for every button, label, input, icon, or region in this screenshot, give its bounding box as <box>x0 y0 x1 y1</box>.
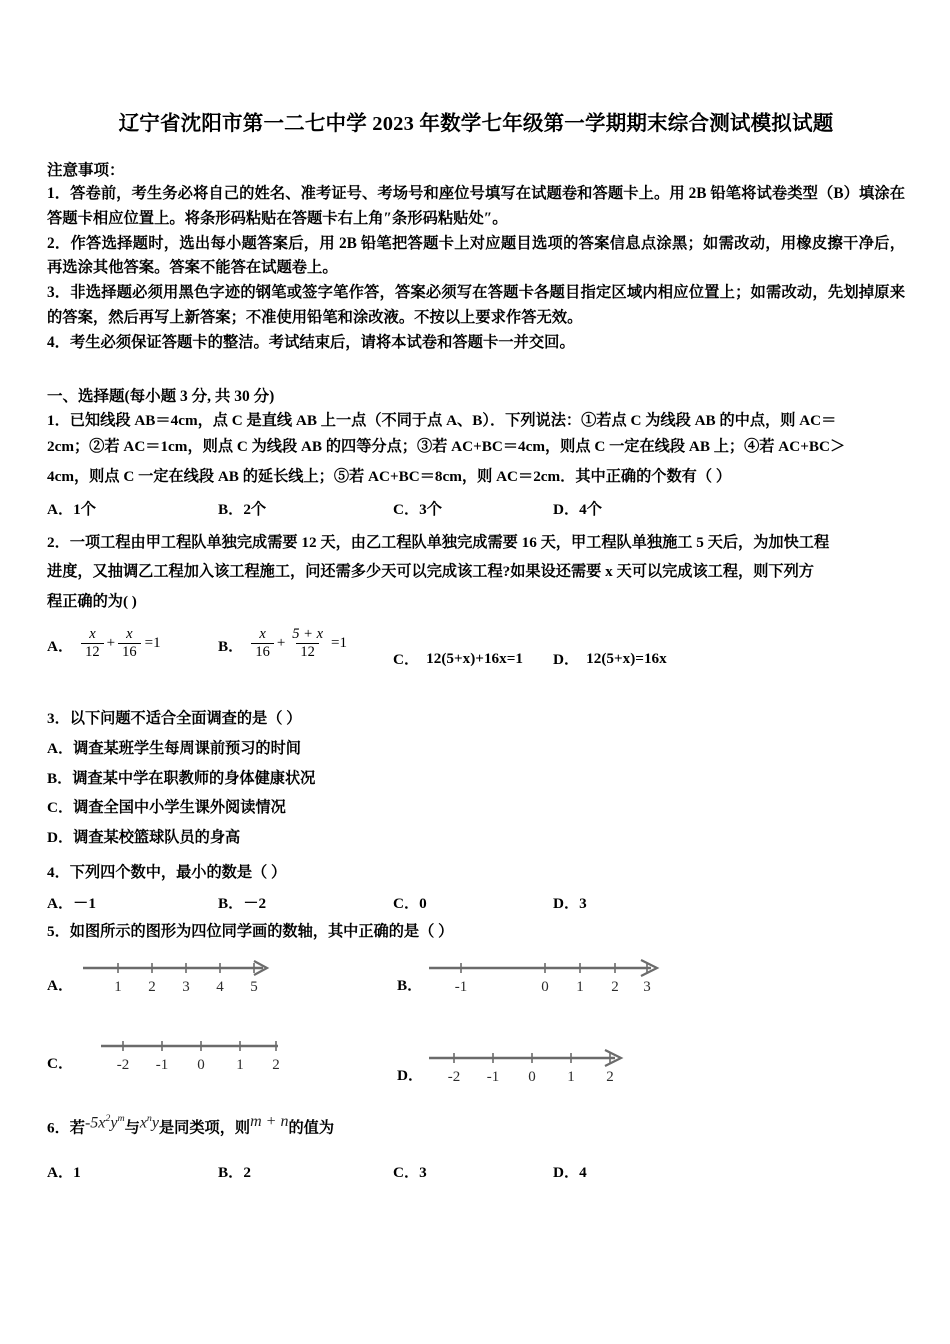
equals-expression: =1 <box>144 634 161 651</box>
question-3-number: 3． <box>47 710 70 728</box>
question-6-tail-text: 的值为 <box>288 1119 335 1137</box>
tick-label: 2 <box>606 1068 614 1085</box>
tick-label: 0 <box>197 1056 205 1073</box>
tick-label: 2 <box>272 1056 280 1073</box>
question-2-text-line1: 一项工程由甲工程队单独完成需要 12 天，由乙工程队单独完成需要 16 天，甲工程队单独施工 5 天后，为加快工程 <box>69 533 830 551</box>
question-2-stem <box>47 528 905 558</box>
question-1-option-c[interactable] <box>393 498 442 519</box>
tick-label: 1 <box>236 1056 244 1073</box>
option-label: D． <box>553 651 580 669</box>
question-1-option-a[interactable] <box>47 498 96 519</box>
option-label: A． <box>47 740 74 758</box>
option-value: 12(5+x)=16x <box>586 649 667 667</box>
question-6-stem <box>47 1112 905 1141</box>
question-6-mid-text: 与 <box>124 1119 140 1137</box>
question-4-option-b[interactable] <box>218 892 266 913</box>
notice-line-2: 2．作答选择题时，选出每小题答案后，用 2B 铅笔把答题卡上对应题目选项的答案信息点涂黑；如需改动，用橡皮擦干净后，再选涂其他答案。答案不能答在试题卷上。 <box>47 234 905 277</box>
option-value: 4 <box>579 1163 587 1181</box>
question-5-option-b[interactable] <box>397 954 671 1002</box>
option-label: C． <box>47 799 74 817</box>
question-5-option-a[interactable] <box>47 954 283 1002</box>
question-1-stem <box>47 409 905 433</box>
option-value: 调查某校篮球队员的身高 <box>73 829 241 847</box>
equals-expression: =1 <box>331 634 347 651</box>
tick-label: 0 <box>541 978 549 995</box>
fraction-1 <box>81 626 104 659</box>
option-label: A． <box>47 637 74 655</box>
question-1-option-d[interactable] <box>553 498 602 519</box>
tick-label: 1 <box>567 1068 575 1085</box>
question-3-option-d[interactable] <box>47 823 905 853</box>
question-5-number: 5． <box>47 923 70 941</box>
option-label: C． <box>393 500 420 518</box>
tick-label: -2 <box>116 1056 130 1073</box>
question-1-options <box>47 498 905 528</box>
fraction-numerator: 5 + x <box>292 626 324 643</box>
question-1-option-b[interactable] <box>218 498 266 519</box>
question-4-text: 下列四个数中，最小的数是（ ） <box>69 863 287 881</box>
expr-exponent: m <box>117 1112 125 1124</box>
notice-heading: 注意事项： <box>47 161 125 179</box>
question-2-option-c[interactable] <box>393 648 523 669</box>
question-6-expression-3: m + n <box>250 1113 289 1131</box>
option-label: C． <box>393 651 420 669</box>
fraction-denominator: 16 <box>118 643 141 660</box>
page-title: 辽宁省沈阳市第一二七中学 2023 年数学七年级第一学期期末综合测试模拟试题 <box>118 113 834 135</box>
question-6-option-b[interactable] <box>218 1161 251 1182</box>
option-label: A． <box>47 977 74 995</box>
option-label: B． <box>218 637 244 655</box>
option-label: A． <box>47 895 74 913</box>
option-value: 2 <box>243 1163 251 1181</box>
plus-operator: + <box>276 634 286 651</box>
option-value: 1 <box>73 1163 81 1181</box>
question-5-option-c[interactable] <box>47 1032 305 1080</box>
tick-label: 5 <box>250 978 258 995</box>
question-3-option-a[interactable] <box>47 734 905 764</box>
question-5-option-d[interactable] <box>397 1044 645 1092</box>
option-value: 1个 <box>73 500 96 518</box>
question-2-option-d[interactable] <box>553 648 667 669</box>
option-label: B． <box>218 500 244 518</box>
question-6-option-a[interactable] <box>47 1161 81 1182</box>
tick-label: -1 <box>486 1068 500 1085</box>
question-6-expression-1 <box>85 1111 125 1136</box>
tick-label: 0 <box>528 1068 536 1085</box>
number-line-a-figure <box>73 954 283 1002</box>
question-1-number: 1． <box>47 411 70 429</box>
question-4-stem <box>47 861 905 885</box>
tick-label: 3 <box>182 978 190 995</box>
option-value: 调查全国中小学生课外阅读情况 <box>73 799 286 817</box>
option-value: 0 <box>419 895 427 913</box>
question-6-option-c[interactable] <box>393 1161 427 1182</box>
fraction-1 <box>251 626 274 659</box>
question-2-option-a[interactable] <box>47 626 161 659</box>
question-4-option-d[interactable] <box>553 892 587 913</box>
question-4-option-a[interactable] <box>47 892 96 913</box>
option-value: 3个 <box>419 500 442 518</box>
question-2-number: 2． <box>47 533 70 551</box>
option-value: －1 <box>73 895 96 913</box>
question-5-options-row-2 <box>47 1032 905 1102</box>
question-2-text-line3: 程正确的为( ) <box>47 592 137 610</box>
option-label: B． <box>397 977 423 995</box>
fraction-numerator: x <box>126 626 133 643</box>
option-value: 调查某中学在职教师的身体健康状况 <box>72 769 316 787</box>
question-4-option-c[interactable] <box>393 892 427 913</box>
question-3-text: 以下问题不适合全面调查的是（ ） <box>69 710 302 728</box>
option-value: 3 <box>419 1163 427 1181</box>
tick-label: 1 <box>576 978 584 995</box>
expr-base: -5x <box>84 1114 106 1132</box>
option-value: 2个 <box>243 500 267 518</box>
tick-label: -1 <box>454 978 468 995</box>
option-label: C． <box>393 1163 420 1181</box>
question-2-text-line2: 进度，又抽调乙工程加入该工程施工，问还需多少天可以完成该工程?如果设还需要 x 天可以完成该工程，则下列方 <box>47 563 814 581</box>
tick-label: -1 <box>155 1056 169 1073</box>
number-line-d-figure <box>423 1044 645 1092</box>
fraction-2 <box>288 626 327 659</box>
fraction-denominator: 12 <box>296 643 319 660</box>
option-label: D． <box>553 1163 580 1181</box>
option-value: 调查某班学生每周课前预习的时间 <box>73 740 301 758</box>
question-2-option-b[interactable] <box>218 626 347 659</box>
notice-line-3: 3．非选择题必须用黑色字迹的钢笔或签字笔作答，答案必须写在答题卡各题目指定区域内相应位置上；如需改动，先划掉原来的答案，然后再写上新答案；不准使用铅笔和涂改液。不按以上要求作答无效。 <box>47 284 905 326</box>
question-5-text: 如图所示的图形为四位同学画的数轴，其中正确的是（ ） <box>69 923 454 941</box>
question-1-text-line3: 4cm，则点 C 一定在线段 AB 的延长线上；⑤若 AC+BC＝8cm，则 AC＝2cm．其中正确的个数有（ ） <box>47 467 732 485</box>
option-value: 12(5+x)+16x=1 <box>426 649 523 667</box>
option-label: A． <box>47 500 74 518</box>
question-3-option-b[interactable] <box>47 764 905 794</box>
question-6-mid-text-2: 是同类项，则 <box>158 1119 251 1137</box>
question-1-text-line2: 2cm；②若 AC＝1cm，则点 C 为线段 AB 的四等分点；③若 AC+BC＝4cm，则点 C 一定在线段 AB 上；④若 AC+BC＞ <box>47 438 846 456</box>
tick-label: 1 <box>114 978 122 995</box>
fraction-numerator: x <box>259 626 266 643</box>
question-1-text-line1: 已知线段 AB＝4cm，点 C 是直线 AB 上一点（不同于点 A、B）．下列说法：①若点 C 为线段 AB 的中点，则 AC＝ <box>69 411 837 429</box>
option-label: D． <box>553 500 580 518</box>
tick-label: 2 <box>148 978 156 995</box>
question-5-stem <box>47 920 905 944</box>
expr-base: x <box>139 1114 147 1132</box>
notice-line-4: 4．考生必须保证答题卡的整洁。考试结束后，请将本试卷和答题卡一并交回。 <box>47 333 575 351</box>
question-3-stem <box>47 704 905 734</box>
question-6-option-d[interactable] <box>553 1161 587 1182</box>
option-label: A． <box>47 1163 74 1181</box>
option-label: B． <box>218 895 244 913</box>
expr-exponent: n <box>146 1112 152 1124</box>
tick-label: 2 <box>611 978 619 995</box>
section-heading-choice: 一、选择题(每小题 3 分, 共 30 分) <box>47 388 275 406</box>
expr-variable: y <box>151 1114 159 1132</box>
option-label: D． <box>397 1067 424 1085</box>
option-label: B． <box>218 1163 244 1181</box>
option-label: D． <box>47 829 74 847</box>
question-4-number: 4． <box>47 863 70 881</box>
option-label: C． <box>47 1055 74 1073</box>
fraction-denominator: 12 <box>81 643 104 660</box>
question-4-options <box>47 892 905 920</box>
question-6-lead-text: 若 <box>69 1119 85 1137</box>
option-value: 4个 <box>579 500 602 518</box>
question-3-option-c[interactable] <box>47 793 905 823</box>
tick-label: 4 <box>216 978 224 995</box>
expr-exponent: 2 <box>105 1112 111 1124</box>
tick-label: 3 <box>643 978 651 995</box>
question-5-options-row-1 <box>47 954 905 1032</box>
expr-variable: y <box>110 1114 118 1132</box>
question-6-expression-2 <box>140 1111 159 1136</box>
question-2-options <box>47 626 905 684</box>
option-label: D． <box>553 895 580 913</box>
option-label: B． <box>47 769 73 787</box>
option-value: －2 <box>243 895 267 913</box>
number-line-b-figure <box>423 954 671 1002</box>
fraction-denominator: 16 <box>251 643 274 660</box>
plus-operator: + <box>106 634 116 651</box>
page-content <box>47 0 905 1191</box>
option-label: C． <box>393 895 420 913</box>
option-value: 3 <box>579 895 587 913</box>
fraction-2 <box>118 626 141 659</box>
question-6-options <box>47 1161 905 1191</box>
number-line-c-figure <box>73 1032 305 1080</box>
question-6-number: 6． <box>47 1119 70 1137</box>
notice-line-1: 1．答卷前，考生务必将自己的姓名、准考证号、考场号和座位号填写在试题卷和答题卡上。用 2B 铅笔将试卷类型（B）填涂在答题卡相应位置上。将条形码粘贴在答题卡右上角″条形码粘贴处″。 <box>47 185 905 227</box>
tick-label: -2 <box>447 1068 461 1085</box>
fraction-numerator: x <box>89 626 96 643</box>
